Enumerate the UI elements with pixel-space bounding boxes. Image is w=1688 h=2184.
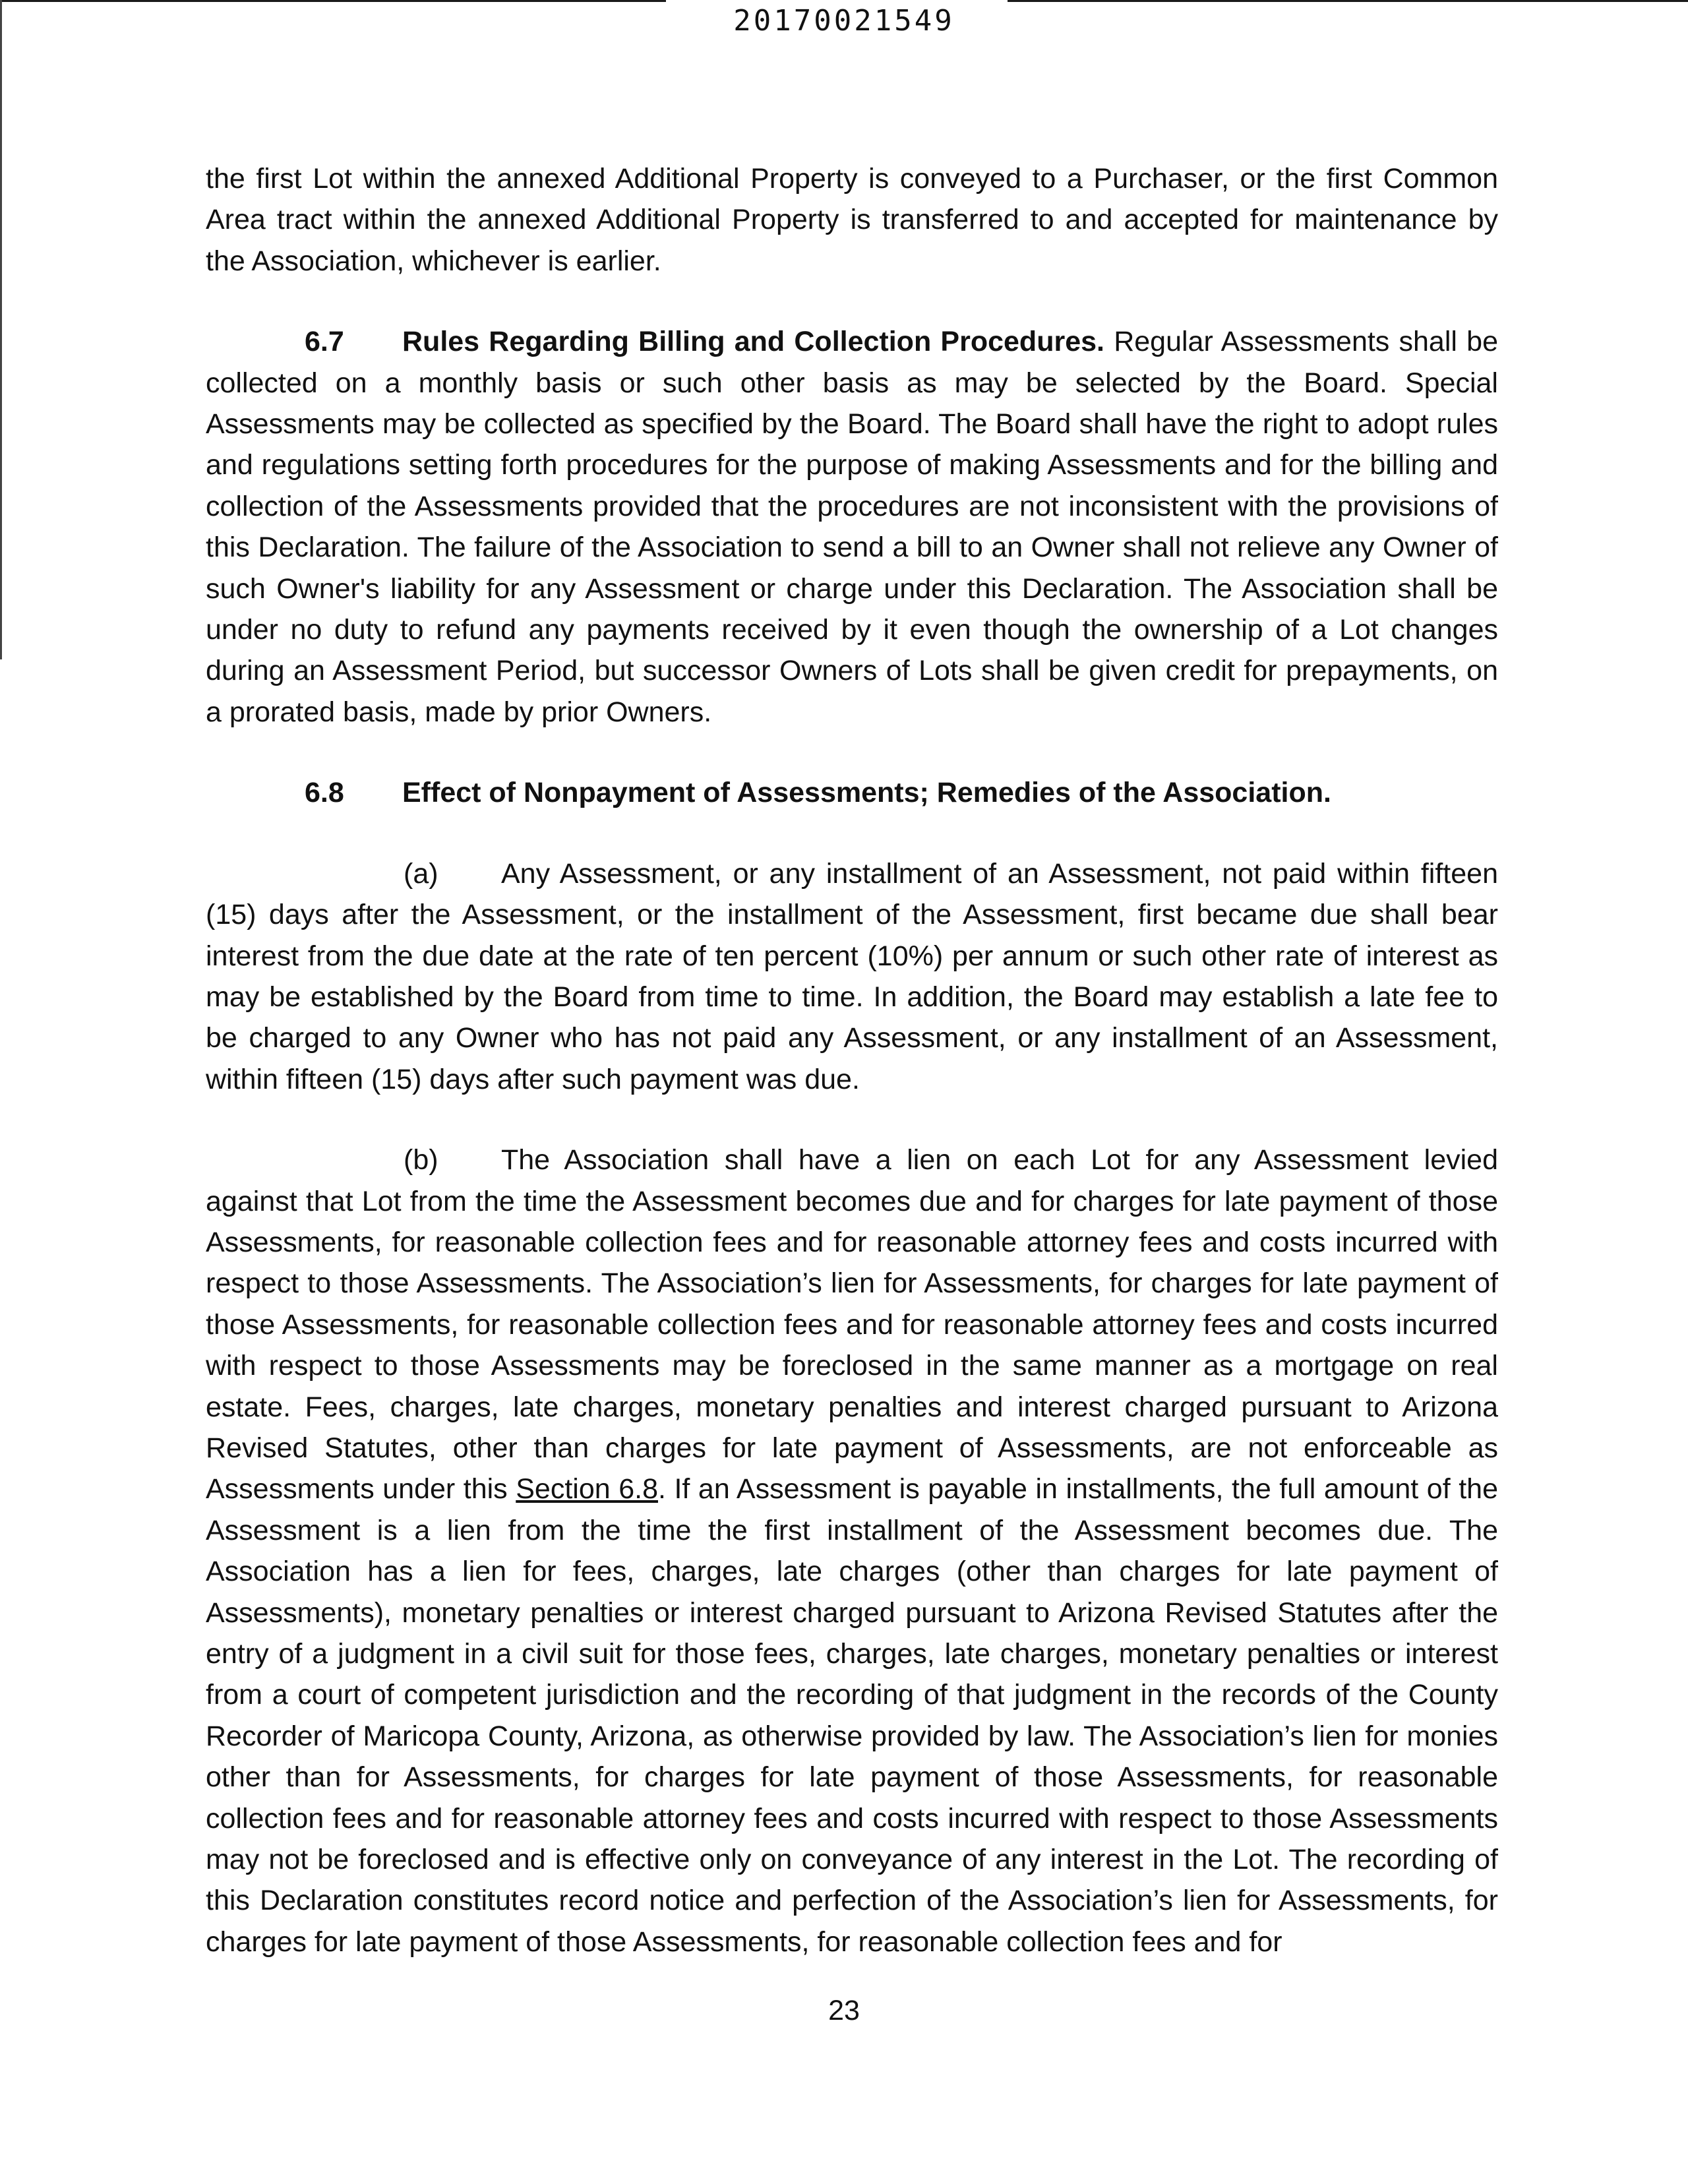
subsection-b-label: (b) — [404, 1144, 438, 1176]
document-body — [206, 158, 1498, 1962]
subsection-b-text-after: . If an Assessment is payable in installments, the full amount of the Assessment is a lien from the time the first installment of the Assessment becomes due. The Association has a lien for fees, charges, late charges (other than charges for late payment of Assessments), monetary penalties or interest charged pursuant to Arizona Revised Statutes after the entry of a judgment in a civil suit for those fees, charges, late charges, monetary penalties or interest from a court of competent jurisdiction and the recording of that judgment in the records of the County Recorder of Maricopa County, Arizona, as otherwise provided by law. The Association’s lien for monies other than for Assessments, for charges for late payment of those Assessments, for reasonable collection fees and for reasonable attorney fees and costs incurred with respect to those Assessments may not be foreclosed and is effective only on conveyance of any interest in the Lot. The recording of this Declaration constitutes record notice and perfection of the Association’s lien for Assessments, for charges for late payment of those Assessments, for reasonable collection fees and for — [206, 1473, 1498, 1958]
subsection-a-text: Any Assessment, or any installment of an Assessment, not paid within fifteen (15) days after the Assessment, or the installment of the Assessment, first became due shall bear interest from the due date at the rate of ten percent (10%) per annum or such other rate of interest as may be established by the Board from time to time. In addition, the Board may establish a late fee to be charged to any Owner who has not paid any Assessment, or any installment of an Assessment, within fifteen (15) days after such payment was due. — [206, 857, 1498, 1095]
section-6-7-title: Rules Regarding Billing and Collection Procedures. — [402, 326, 1104, 358]
subsection-b-text-before: The Association shall have a lien on each Lot for any Assessment levied against that Lot from the time the Assessment becomes due and for charges for late payment of those Assessments, for reasonable collection fees and for reasonable attorney fees and costs incurred with respect to those Assessments. The Association’s lien for Assessments, for charges for late payment of those Assessments, for reasonable collection fees and for reasonable attorney fees and costs incurred with respect to those Assessments may be foreclosed in the same manner as a mortgage on real estate. Fees, charges, late charges, monetary penalties and interest charged pursuant to Arizona Revised Statutes, other than charges for late payment of Assessments, are not enforceable as Assessments under this — [206, 1144, 1498, 1505]
section-6-8-reference: Section 6.8 — [516, 1473, 658, 1505]
section-6-8-number: 6.8 — [305, 777, 344, 809]
top-rule-left — [0, 0, 666, 2]
subsection-a-label: (a) — [404, 857, 438, 890]
section-6-8-heading — [206, 772, 1498, 813]
document-number: 20170021549 — [733, 4, 955, 38]
scan-left-edge — [0, 0, 2, 659]
section-6-7-number: 6.7 — [305, 326, 344, 358]
section-6-8-title: Effect of Nonpayment of Assessments; Remedies of the Association. — [402, 777, 1331, 809]
subsection-b-paragraph — [206, 1139, 1498, 1962]
page-number: 23 — [828, 1995, 860, 2026]
continuation-paragraph: the first Lot within the annexed Additional Property is conveyed to a Purchaser, or the first Common Area tract within the annexed Additional Property is transferred to and accepted for maintenance by the Association, whichever is earlier. — [206, 163, 1498, 277]
section-6-7-text: Regular Assessments shall be collected on a monthly basis or such other basis as may be selected by the Board. Special Assessments may be collected as specified by the Board. The Board shall have the right to adopt rules and regulations setting forth procedures for the purpose of making Assessments and for the billing and collection of the Assessments provided that the procedures are not inconsistent with the provisions of this Declaration. The failure of the Association to send a bill to an Owner shall not relieve any Owner of such Owner's liability for any Assessment or charge under this Declaration. The Association shall be under no duty to refund any payments received by it even though the ownership of a Lot changes during an Assessment Period, but successor Owners of Lots shall be given credit for prepayments, on a prorated basis, made by prior Owners. — [206, 326, 1498, 728]
top-rule-right — [1008, 0, 1688, 2]
subsection-a-paragraph — [206, 853, 1498, 1100]
section-6-7-paragraph — [206, 321, 1498, 733]
